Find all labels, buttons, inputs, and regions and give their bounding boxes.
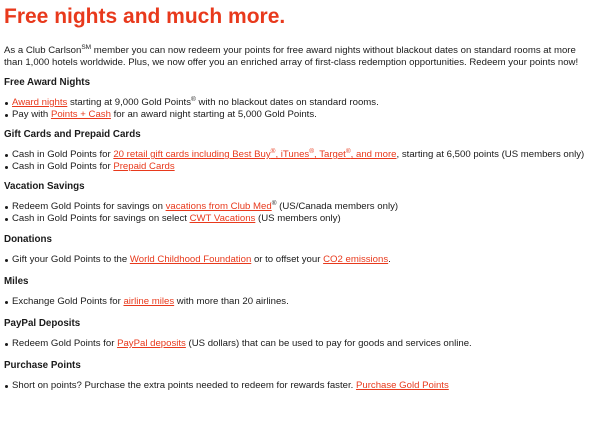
intro-text-1: As a Club Carlson (4, 45, 82, 56)
gift-cards-link[interactable] (113, 149, 396, 160)
section-title-donations: Donations (4, 234, 52, 245)
item-text: Cash in Gold Points for (12, 161, 114, 172)
airline-miles-link[interactable]: airline miles (123, 296, 175, 307)
vacation-list (4, 201, 588, 225)
service-mark: SM (81, 43, 92, 51)
club-med-link[interactable]: vacations from Club Med (165, 201, 272, 212)
item-text: Pay with (12, 109, 51, 120)
list-item (4, 149, 588, 161)
item-text: (US/Canada members only) (276, 201, 399, 212)
registered-mark: ® (270, 147, 276, 155)
section-paypal (4, 318, 588, 350)
link-text: , Target (314, 149, 346, 160)
item-text: Gift your Gold Points to the (12, 254, 130, 265)
section-title-paypal: PayPal Deposits (4, 318, 81, 329)
item-text: Redeem Gold Points for savings on (12, 201, 166, 212)
list-item (4, 254, 588, 266)
item-text: Cash in Gold Points for (12, 149, 114, 160)
link-text: , iTunes (275, 149, 310, 160)
gift-cards-list (4, 149, 588, 173)
item-text: (US members only) (255, 213, 341, 224)
award-nights-link[interactable]: Award nights (12, 97, 68, 108)
intro-paragraph (4, 45, 588, 69)
section-title-vacation: Vacation Savings (4, 181, 85, 192)
item-text: Redeem Gold Points for (12, 338, 118, 349)
purchase-list (4, 380, 588, 392)
section-title-award-nights: Free Award Nights (4, 77, 91, 88)
item-text: , starting at 6,500 points (US members only) (396, 149, 585, 160)
list-item (4, 161, 588, 173)
item-text: Exchange Gold Points for (12, 296, 124, 307)
paypal-deposits-link[interactable]: PayPal deposits (117, 338, 186, 349)
section-vacation-savings (4, 181, 588, 225)
registered-mark: ® (309, 147, 315, 155)
item-text: with more than 20 airlines. (174, 296, 289, 307)
item-text: or to offset your (251, 254, 324, 265)
page-title: Free nights and much more. (4, 5, 286, 28)
section-purchase-points (4, 360, 588, 392)
list-item (4, 97, 588, 109)
section-miles (4, 276, 588, 308)
item-text: . (388, 254, 391, 265)
list-item (4, 109, 588, 121)
link-text: 20 retail gift cards including Best Buy (113, 149, 271, 160)
list-item (4, 213, 588, 225)
section-title-miles: Miles (4, 276, 29, 287)
list-item (4, 201, 588, 213)
item-text: Cash in Gold Points for savings on select (12, 213, 190, 224)
section-award-nights (4, 77, 588, 121)
item-text: starting at 9,000 Gold Points (67, 97, 192, 108)
points-cash-link[interactable]: Points + Cash (50, 109, 111, 120)
miles-list (4, 296, 588, 308)
co2-emissions-link[interactable]: CO2 emissions (323, 254, 389, 265)
purchase-gold-points-link[interactable]: Purchase Gold Points (355, 380, 449, 391)
intro-text-2: member you can now redeem your points for free award nights without blackout dates on standard rooms at more than 1,000 hotels worldwide. Plus, we now offer you an enriched array of first-class redemption opportunities. Redeem your points now! (4, 45, 579, 68)
registered-mark: ® (191, 95, 196, 103)
list-item (4, 380, 588, 392)
section-gift-cards (4, 129, 588, 173)
registered-mark: ® (345, 147, 351, 155)
list-item (4, 296, 588, 308)
item-text: Short on points? Purchase the extra points needed to redeem for rewards faster. (12, 380, 356, 391)
list-item (4, 338, 588, 350)
item-text: with no blackout dates on standard rooms. (195, 97, 379, 108)
section-donations (4, 234, 588, 266)
section-title-gift-cards: Gift Cards and Prepaid Cards (4, 129, 141, 140)
childhood-foundation-link[interactable]: World Childhood Foundation (129, 254, 252, 265)
donations-list (4, 254, 588, 266)
cwt-vacations-link[interactable]: CWT Vacations (189, 213, 256, 224)
link-text: , and more (350, 149, 397, 160)
prepaid-cards-link[interactable]: Prepaid Cards (113, 161, 175, 172)
section-title-purchase: Purchase Points (4, 360, 81, 371)
award-nights-list (4, 97, 588, 121)
item-text: for an award night starting at 5,000 Gold Points. (110, 109, 317, 120)
registered-mark: ® (271, 199, 277, 207)
item-text: (US dollars) that can be used to pay for goods and services online. (185, 338, 472, 349)
paypal-list (4, 338, 588, 350)
